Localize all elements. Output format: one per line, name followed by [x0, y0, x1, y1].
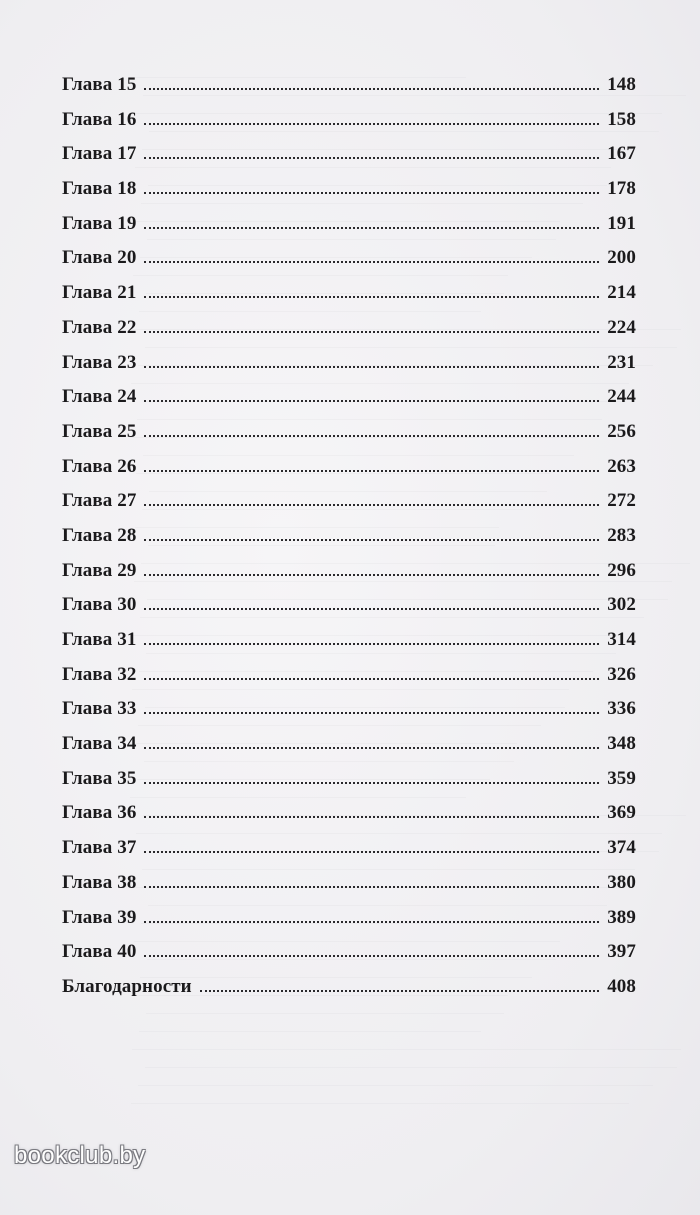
toc-entry-page-number: 408 [607, 975, 636, 997]
toc-dot-leader [144, 955, 599, 957]
toc-entry-page-number: 158 [607, 108, 636, 130]
toc-entry-title: Глава 33 [62, 698, 137, 720]
toc-dot-leader [144, 400, 599, 402]
toc-entry-page-number: 191 [607, 212, 636, 234]
toc-entry-title: Глава 25 [62, 420, 137, 442]
site-watermark: bookclub.by [14, 1142, 146, 1169]
toc-dot-leader [144, 296, 599, 298]
toc-entry [62, 941, 636, 976]
toc-dot-leader [144, 747, 599, 749]
toc-entry [62, 560, 636, 595]
toc-entry [62, 109, 636, 144]
toc-entry-title: Глава 27 [62, 490, 137, 512]
toc-entry-page-number: 200 [607, 247, 636, 269]
toc-entry [62, 907, 636, 942]
toc-dot-leader [144, 227, 599, 229]
toc-entry-page-number: 231 [607, 351, 636, 373]
toc-entry-title: Глава 24 [62, 386, 137, 408]
toc-entry-title: Глава 15 [62, 74, 137, 95]
toc-entry-title: Глава 19 [62, 212, 137, 234]
toc-entry [62, 525, 636, 560]
toc-entry-title: Глава 32 [62, 663, 137, 685]
toc-dot-leader [144, 331, 599, 333]
toc-entry-page-number: 263 [607, 455, 636, 477]
toc-entry [62, 74, 636, 109]
toc-dot-leader [144, 851, 599, 853]
toc-entry-page-number: 374 [607, 837, 636, 859]
toc-entry-title: Глава 37 [62, 837, 137, 859]
toc-dot-leader [144, 678, 599, 680]
toc-dot-leader [144, 643, 599, 645]
toc-entry-page-number: 389 [607, 906, 636, 928]
toc-entry [62, 352, 636, 387]
toc-entry [62, 698, 636, 733]
toc-entry [62, 143, 636, 178]
toc-entry [62, 733, 636, 768]
toc-entry-page-number: 314 [607, 629, 636, 650]
show-through-line [132, 1032, 681, 1050]
toc-dot-leader [144, 816, 599, 818]
toc-entry-title: Глава 39 [62, 906, 137, 928]
toc-dot-leader [144, 574, 599, 576]
toc-entry [62, 421, 636, 456]
toc-entry [62, 282, 636, 317]
toc-entry-title: Глава 28 [62, 524, 137, 546]
toc-entry-title: Глава 22 [62, 316, 137, 338]
toc-dot-leader [144, 157, 599, 159]
toc-entry-page-number: 336 [607, 698, 636, 720]
toc-entry [62, 837, 636, 872]
toc-dot-leader [144, 366, 599, 368]
toc-entry-title: Глава 35 [62, 767, 137, 789]
toc-entry [62, 664, 636, 699]
toc-entry [62, 178, 636, 213]
toc-entry-title: Благодарности [62, 975, 192, 997]
toc-dot-leader [144, 886, 599, 888]
toc-entry-title: Глава 29 [62, 559, 137, 581]
toc-entry-page-number: 296 [607, 559, 636, 581]
toc-dot-leader [144, 504, 599, 506]
toc-entry-page-number: 302 [607, 594, 636, 616]
toc-entry-page-number: 369 [607, 802, 636, 824]
show-through-line [145, 1050, 677, 1068]
toc-entry-page-number: 348 [607, 733, 636, 755]
toc-entry-title: Глава 18 [62, 178, 137, 200]
toc-entry-title: Глава 30 [62, 594, 137, 616]
toc-entry [62, 629, 636, 664]
toc-entry-title: Глава 16 [62, 108, 137, 130]
toc-dot-leader [144, 470, 599, 472]
toc-entry-page-number: 244 [607, 386, 636, 408]
toc-entry [62, 768, 636, 803]
toc-entry [62, 976, 636, 1011]
toc-dot-leader [200, 990, 599, 992]
toc-entry-title: Глава 21 [62, 282, 137, 304]
toc-entry-page-number: 214 [607, 282, 636, 304]
toc-entry-page-number: 272 [607, 490, 636, 512]
toc-entry-page-number: 380 [607, 871, 636, 893]
toc-dot-leader [144, 782, 599, 784]
toc-entry [62, 317, 636, 352]
toc-entry-page-number: 397 [607, 941, 636, 963]
toc-entry [62, 213, 636, 248]
toc-entry-title: Глава 26 [62, 455, 137, 477]
toc-entry-page-number: 224 [607, 316, 636, 338]
toc-dot-leader [144, 921, 599, 923]
toc-entry-page-number: 178 [607, 178, 636, 200]
toc-dot-leader [144, 435, 599, 437]
toc-entry [62, 456, 636, 491]
toc-entry-title: Глава 20 [62, 247, 137, 269]
toc-entry [62, 872, 636, 907]
toc-dot-leader [144, 123, 599, 125]
toc-dot-leader [144, 192, 599, 194]
toc-dot-leader [144, 88, 599, 90]
toc-entry [62, 247, 636, 282]
table-of-contents [62, 74, 636, 1011]
show-through-line [139, 1014, 481, 1032]
toc-entry-title: Глава 36 [62, 802, 137, 824]
show-through-line [131, 1086, 629, 1104]
toc-entry-page-number: 326 [607, 663, 636, 685]
toc-entry-page-number: 148 [607, 74, 636, 95]
toc-entry [62, 386, 636, 421]
toc-entry-title: Глава 40 [62, 941, 137, 963]
toc-entry-title: Глава 34 [62, 733, 137, 755]
toc-entry-title: Глава 23 [62, 351, 137, 373]
toc-entry-page-number: 167 [607, 143, 636, 165]
toc-dot-leader [144, 712, 599, 714]
toc-entry-title: Глава 17 [62, 143, 137, 165]
toc-entry-title: Глава 31 [62, 629, 137, 650]
toc-entry-title: Глава 38 [62, 871, 137, 893]
toc-entry-page-number: 359 [607, 767, 636, 789]
toc-entry [62, 594, 636, 629]
toc-dot-leader [144, 539, 599, 541]
toc-entry-page-number: 256 [607, 420, 636, 442]
toc-entry-page-number: 283 [607, 524, 636, 546]
toc-entry [62, 490, 636, 525]
toc-dot-leader [144, 608, 599, 610]
toc-dot-leader [144, 261, 599, 263]
show-through-line [138, 1068, 653, 1086]
toc-entry [62, 802, 636, 837]
